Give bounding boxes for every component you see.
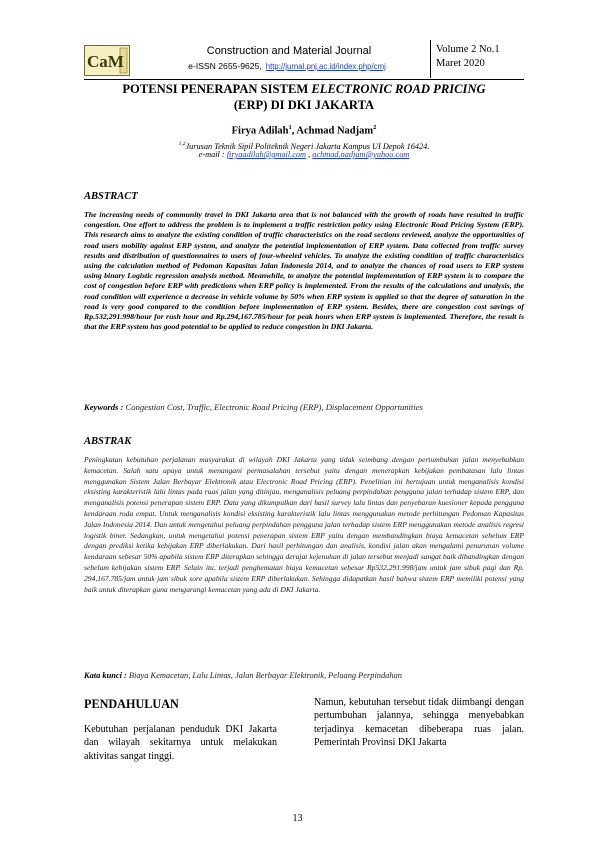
issn: e-ISSN 2655-9625, [188,61,262,71]
affiliation-text: Jurusan Teknik Sipil Politeknik Negeri Jakarta Kampus UI Depok 16424. [185,141,430,151]
email-separator: , [306,150,313,159]
abstrak-heading: ABSTRAK [84,436,132,447]
journal-url-link[interactable]: http://jurnal.pnj.ac.id/index.php/cmj [265,62,386,71]
kata-kunci-label: Kata kunci : [84,671,127,680]
logo-graphic [84,45,130,76]
volume-info [436,43,500,71]
keywords-label: Keywords : [84,402,124,412]
paper-title [84,81,524,113]
logo-text: CaM [87,52,124,71]
abstract-text: The increasing needs of community travel in DKI Jakarta area that is not balanced with the growth of roads have resulted in traffic congestion. One effort to address the problem is to implement a traffic restriction policy using Electronic Road Pricing System (ERP). This research aims to analyze the existing condition of traffic characteristics on the road sections reviewed, analyze the opportunities of road users mobility against ERP system, and analyze the potential implementation of ERP system. Data collected from traffic survey results and distribution of questionnaires to users of four-wheeled vehicles. To analyze the existing condition of traffic characteristics using the calculation method of Pedoman Kapasitas Jalan Indonesia 2014, and to analyze the chances of road users to ERP system using binary Logistic regression analysis method. Meanwhile, to analyze the potential implementation of ERP system is to compare the cost of congestion before ERP with predictions when ERP policy is implemented. From the results of the calculations and analysis, the road condition will experience a decrease in vehicle volume by 50% when ERP system is applied so that the degree of saturation in the road is very good compared to the condition before implementation of ERP system. Besides, there are congestion cost savings of Rp.532,291.998/hour for rush hour and Rp.294,167.785/hour for peak hours when ERP system is implemented. Therefore, the result is that the ERP system has good potential to be applied to reduce congestion in DKI Jakarta. [84,210,524,332]
keywords-list: Congestion Cost, Traffic, Electronic Road Pricing (ERP), Displacement Opportunities [123,402,423,412]
section-heading-pendahuluan: PENDAHULUAN [84,697,179,711]
issue-date: Maret 2020 [436,58,485,69]
abstract-heading: ABSTRACT [84,191,138,202]
kata-kunci-list: Biaya Kemacetan, Lalu Lintas, Jalan Berbayar Elektronik, Peluang Perpindahan [126,671,402,680]
volume-number: Volume 2 No.1 [436,44,500,55]
kata-kunci [84,671,524,680]
body-right-column: Namun, kebutuhan tersebut tidak diimbangi dengan pertumbuhan jalannya, sehingga menyebabkan terjadinya kemacetan dibeberapa ruas jalan. Pemerintah Provinsi DKI Jakarta [314,697,524,749]
affiliation-sup: 1,2 [178,141,186,147]
email-link-2[interactable]: achmad.nadjam@yahoo.com [312,150,410,159]
author-list [84,124,524,137]
title-part2: ELECTRONIC ROAD PRICING [311,82,486,96]
author-2-sup: 2 [373,124,377,131]
header-rule [84,79,524,80]
journal-logo [84,45,130,76]
keywords [84,402,524,413]
author-emails [84,150,524,159]
author-1: Firya Adilah [231,125,289,137]
email-link-1[interactable]: firyaadilah@gmail.com [226,150,307,159]
header-divider [430,40,431,78]
abstrak-text: Peningkatan kebutuhan perjalanan masyarakat di wilayah DKI Jakarta yang tidak seimbang dengan pertumbuhan jalan menyebabkan kemacetan. Salah satu upaya untuk menangani permasalahan tersebut yaitu dengan menerapkan kebijakan pembatasan lalu lintas menggunakan Sistem Jalan Berbayar Elektronik atau Electronic Road Pricing (ERP). Penelitian ini bertujuan untuk menganalisis kondisi eksisting karakteristik lalu lintas pada ruas jalan yang ditinjau, menganalisis peluang perpindahan pengguna jalan terhadap sistem ERP, dan menganalisis potensi penerapan sistem ERP. Data yang dikumpulkan dari hasil survey lalu lintas dan penyebaran kuesioner kepada pengguna kendaraan roda empat. Untuk menganalisis kondisi eksisting karakteristik lalu lintas menggunakan metode perhitungan Pedoman Kapasitas Jalan Indonesia 2014. Dan untuk mengetahui peluang perpindahan pengguna jalan terhadap sistem ERP menggunakan metode analisis regresi logistik biner. Sedangkan, untuk mengetahui potensi penerapan sistem ERP yaitu dengan membandingkan biaya kemacetan sebelum ERP dengan prediksi ketika kebijakan ERP diberlakukan. Dari hasil perhitungan dan analisis, kondisi jalan akan mengalami penurunan volume kendaraan sebesar 50% apabila sistem ERP diterapkan sehingga derajat kejenuhan di jalan tersebut menjadi sangat baik dibandingkan dengan sebelum kebijakan sistem ERP. Selain itu, terjadi penghematan biaya kemacetan sebesar Rp532,291.998/jam untuk jam sibuk pagi dan Rp. 294,167.785/jam untuk jam sibuk sore apabila sistem ERP diberlakukan. Sehingga didapatkan hasil bahwa sistem ERP memiliki potensi yang baik untuk diterapkan guna mengurangi kemacetan yang ada di DKI Jakarta. [84,455,524,594]
author-2: Achmad Nadjam [296,125,374,137]
journal-name: Construction and Material Journal [206,45,372,57]
page-number: 13 [292,813,303,824]
author-separator: , [291,125,297,137]
body-left-column: Kebutuhan perjalanan penduduk DKI Jakarta dan wilayah sekitarnya untuk melakukan aktivitas sangat tinggi. [84,724,277,762]
author-1-sup: 1 [288,124,292,131]
title-part1: POTENSI PENERAPAN SISTEM [122,82,312,96]
email-label: e-mail : [198,150,227,159]
issn-line [158,61,416,71]
title-line2: (ERP) DI DKI JAKARTA [233,98,375,112]
